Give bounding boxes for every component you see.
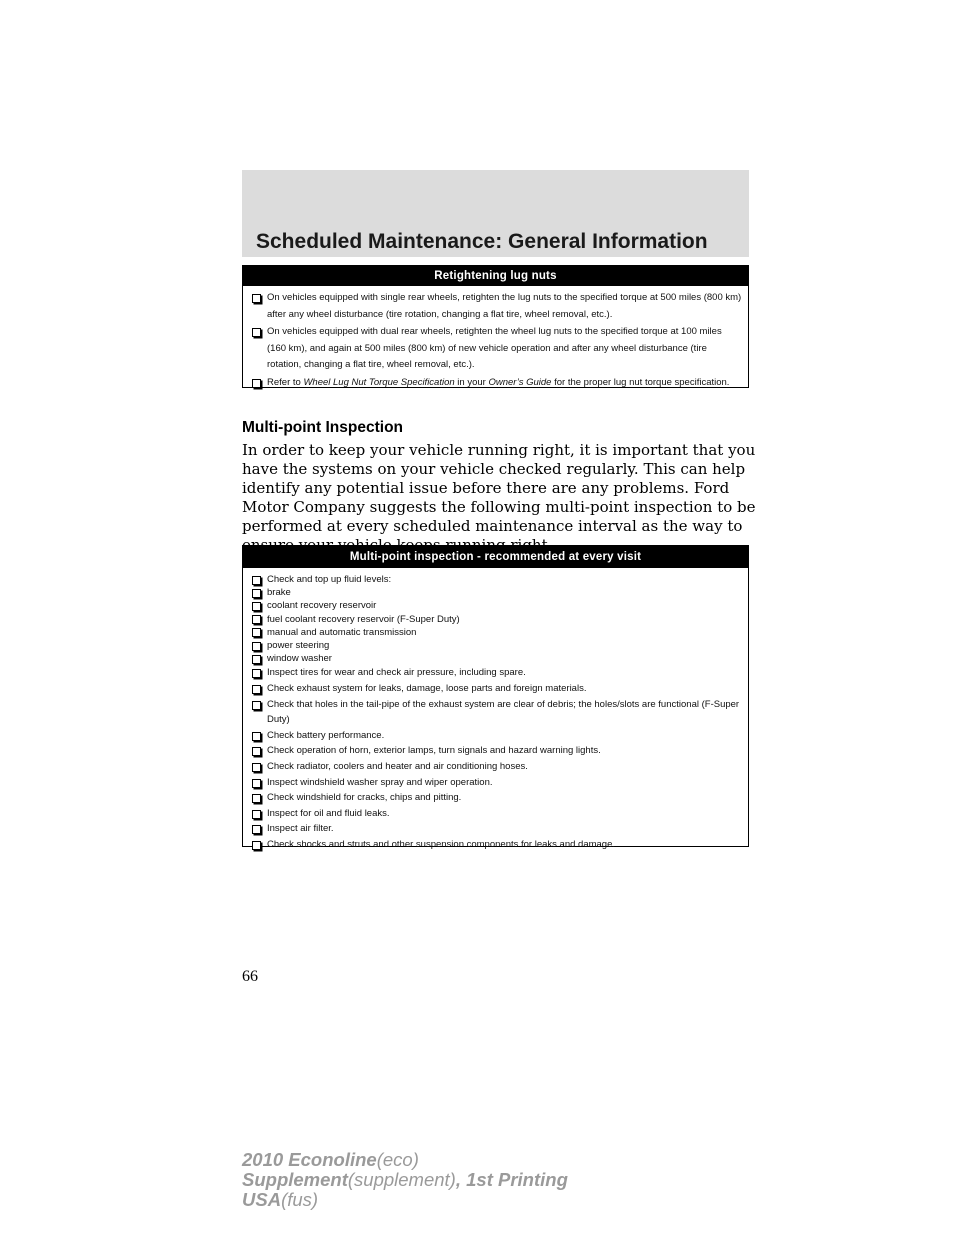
refer-prefix: Refer to bbox=[267, 376, 304, 388]
multipoint-box-title: Multi-point inspection - recommended at every visit bbox=[243, 546, 748, 568]
footer-line-3: USA(fus) bbox=[242, 1189, 319, 1210]
checkbox-icon bbox=[252, 589, 261, 598]
checkbox-icon bbox=[252, 294, 261, 303]
checkbox-icon bbox=[252, 732, 261, 741]
list-item: Inspect windshield washer spray and wiper operation. bbox=[252, 775, 742, 791]
multipoint-box bbox=[242, 545, 749, 850]
list-item: Check exhaust system for leaks, damage, loose parts and foreign materials. bbox=[252, 681, 742, 697]
multipoint-heading: Multi-point Inspection bbox=[242, 419, 404, 436]
list-item: power steering bbox=[252, 639, 742, 652]
checkbox-icon bbox=[252, 841, 261, 850]
list-item: coolant recovery reservoir bbox=[252, 599, 742, 612]
owners-guide-reference: Owner’s Guide bbox=[488, 376, 552, 388]
checkbox-icon bbox=[252, 747, 261, 756]
list-item: Check shocks and struts and other suspension components for leaks and damage. bbox=[252, 837, 742, 853]
checkbox-icon bbox=[252, 701, 261, 710]
page-number: 66 bbox=[242, 968, 258, 985]
lug-nuts-title: Retightening lug nuts bbox=[243, 266, 748, 286]
list-item: On vehicles equipped with single rear wheels, retighten the lug nuts to the specified torque at 500 miles (800 km) after any wheel disturbance (tire rotation, changing a flat tire, wheel removal, etc.). bbox=[252, 290, 742, 323]
list-item: Check operation of horn, exterior lamps, turn signals and hazard warning lights. bbox=[252, 743, 742, 759]
list-item: Check and top up fluid levels: bbox=[252, 573, 742, 586]
checkbox-icon bbox=[252, 810, 261, 819]
checkbox-icon bbox=[252, 763, 261, 772]
list-item: Check radiator, coolers and heater and air conditioning hoses. bbox=[252, 759, 742, 775]
footer-line-2: Supplement(supplement), 1st Printing bbox=[242, 1169, 568, 1190]
list-item: fuel coolant recovery reservoir (F-Super Duty) bbox=[252, 613, 742, 626]
checkbox-icon bbox=[252, 642, 261, 651]
list-item: manual and automatic transmission bbox=[252, 626, 742, 639]
checkbox-icon bbox=[252, 576, 261, 585]
list-item: Inspect air filter. bbox=[252, 821, 742, 837]
checkbox-icon bbox=[252, 379, 261, 388]
checkbox-icon bbox=[252, 328, 261, 337]
footer-line-1: 2010 Econoline(eco) bbox=[242, 1149, 419, 1170]
checkbox-icon bbox=[252, 615, 261, 624]
list-item: Refer to Wheel Lug Nut Torque Specification in your Owner’s Guide for the proper lug nut torque specification. bbox=[252, 375, 742, 392]
multipoint-intro: In order to keep your vehicle running right, it is important that you have the systems on your vehicle checked regularly. This can help identify any potential issue before there are any problems. Ford Motor Company suggests the following multi-point inspection to be performed at every scheduled maintenance interval as the way to bbox=[242, 441, 756, 535]
list-item: window washer bbox=[252, 652, 742, 665]
multipoint-list bbox=[243, 568, 748, 857]
torque-spec-reference: Wheel Lug Nut Torque Specification bbox=[303, 376, 455, 388]
page-title: Scheduled Maintenance: General Information bbox=[256, 230, 708, 253]
list-item: Check windshield for cracks, chips and pitting. bbox=[252, 790, 742, 806]
checkbox-icon bbox=[252, 669, 261, 678]
checkbox-icon bbox=[252, 685, 261, 694]
list-item: Check battery performance. bbox=[252, 728, 742, 744]
lug-nuts-box bbox=[242, 265, 749, 388]
list-item: Check that holes in the tail-pipe of the exhaust system are clear of debris; the holes/slots are functional (F-Super Duty) bbox=[252, 697, 742, 728]
checkbox-icon bbox=[252, 655, 261, 664]
checkbox-icon bbox=[252, 779, 261, 788]
list-item: brake bbox=[252, 586, 742, 599]
checkbox-icon bbox=[252, 628, 261, 637]
checkbox-icon bbox=[252, 825, 261, 834]
checkbox-icon bbox=[252, 794, 261, 803]
list-item: Inspect tires for wear and check air pressure, including spare. bbox=[252, 665, 742, 681]
document-footer bbox=[242, 1150, 568, 1210]
list-item: On vehicles equipped with dual rear wheels, retighten the wheel lug nuts to the specified torque at 100 miles (160 km), and again at 500 miles (800 km) of new vehicle operation and after any wheel disturbance (tire rotation, changing a flat tire, wheel removal, etc.). bbox=[252, 324, 742, 374]
checkbox-icon bbox=[252, 602, 261, 611]
lug-nuts-list bbox=[243, 286, 748, 396]
list-item: Inspect for oil and fluid leaks. bbox=[252, 806, 742, 822]
